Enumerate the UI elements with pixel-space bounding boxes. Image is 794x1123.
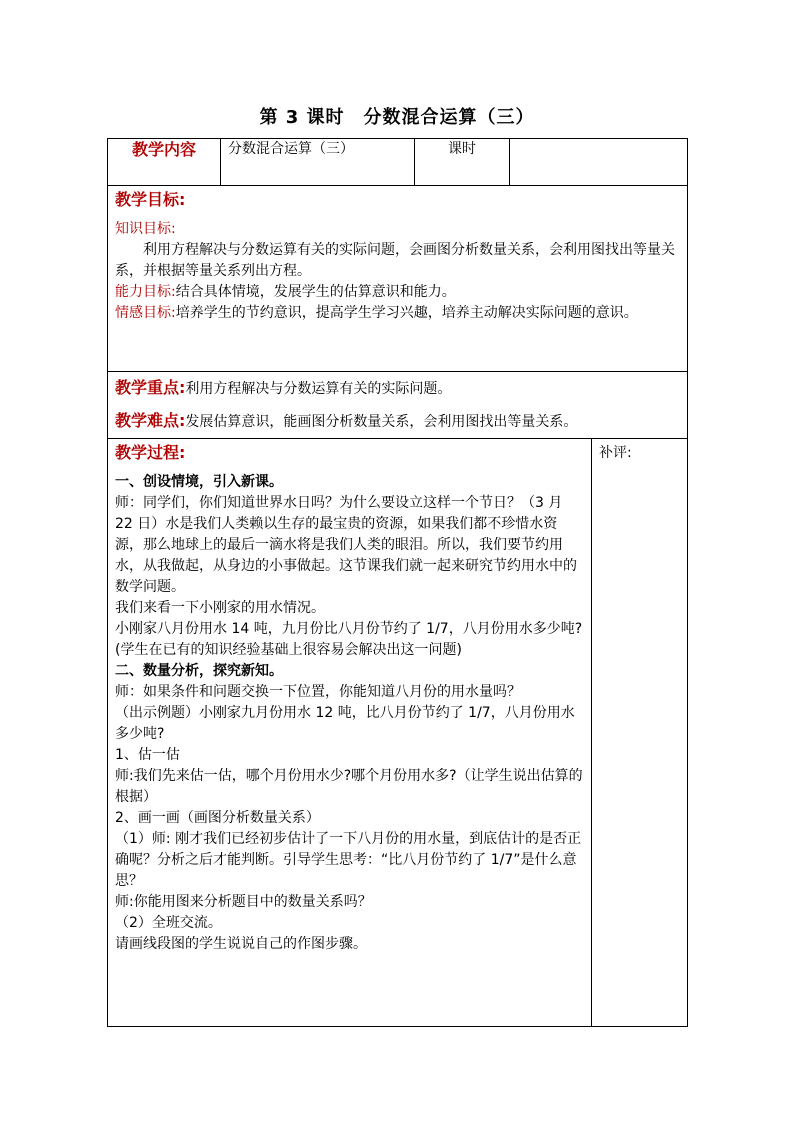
ability-goal-label: 能力目标: bbox=[115, 284, 176, 300]
ability-goal bbox=[115, 282, 680, 303]
key-points-row bbox=[108, 372, 688, 439]
knowledge-goal-text: 利用方程解决与分数运算有关的实际问题，会画图分析数量关系，会利用图找出等量关系，并根据等量关系列出方程。 bbox=[115, 242, 675, 279]
key-point bbox=[115, 372, 680, 405]
content-label: 教学内容 bbox=[108, 139, 221, 186]
difficulty-text: 发展估算意识，能画图分析数量关系，会利用图找出等量关系。 bbox=[185, 414, 578, 430]
process-line: （2）全班交流。 bbox=[115, 915, 222, 931]
process-line: 师：同学们，你们知道世界水日吗？为什么要设立这样一个节日？（3 月 22 日）水是我们人类赖以生存的最宝贵的资源，如果我们都不珍惜水资源，那么地球上的最后一滴水将是我们人类的眼泪。所以，我们要节约用水，从我做起，从身边的小事做起。这节课我们就一起来研究节约用水中的数学问题。 bbox=[115, 495, 577, 595]
process-line: （1）师: 刚才我们已经初步估计了一下八月份的用水量，到底估计的是否正确呢？分析之后才能判断。引导学生思考：“比八月份节约了 1/7”是什么意思？ bbox=[115, 831, 582, 889]
process-heading: 教学过程: bbox=[115, 443, 186, 462]
goals-row bbox=[108, 186, 688, 372]
process-line: 1、估一估 bbox=[115, 747, 180, 763]
supplement-cell bbox=[592, 439, 688, 1027]
goals-heading: 教学目标: bbox=[115, 190, 186, 209]
period-value bbox=[510, 139, 688, 186]
content-row bbox=[108, 139, 688, 186]
key-points-cell bbox=[108, 372, 688, 439]
key-point-label: 教学重点: bbox=[115, 378, 186, 397]
content-value: 分数混合运算（三） bbox=[221, 139, 415, 186]
process-line: 请画线段图的学生说说自己的作图步骤。 bbox=[115, 936, 367, 952]
ability-goal-text: 结合具体情境，发展学生的估算意识和能力。 bbox=[175, 284, 456, 300]
process-line: 师:你能用图来分析题目中的数量关系吗？ bbox=[115, 894, 372, 910]
key-point-text: 利用方程解决与分数运算有关的实际问题。 bbox=[185, 381, 452, 397]
lesson-plan-table bbox=[107, 138, 688, 1027]
emotion-goal-label: 情感目标: bbox=[115, 305, 176, 321]
process-line: 一、创设情境，引入新课。 bbox=[115, 474, 283, 490]
process-line: 小刚家八月份用水 14 吨，九月份比八月份节约了 1/7，八月份用水多少吨?(学生在已有的知识经验基础上很容易会解决出这一问题) bbox=[115, 621, 583, 658]
process-lines bbox=[115, 472, 584, 955]
emotion-goal-text: 培养学生的节约意识，提高学生学习兴趣，培养主动解决实际问题的意识。 bbox=[175, 305, 638, 321]
goals-cell bbox=[108, 186, 688, 372]
process-line: 师：如果条件和问题交换一下位置，你能知道八月份的用水量吗？ bbox=[115, 684, 521, 700]
page-title: 第 3 课时 分数混合运算（三） bbox=[259, 107, 535, 128]
process-row bbox=[108, 439, 688, 1027]
process-cell bbox=[108, 439, 592, 1027]
process-line: 二、数量分析，探究新知。 bbox=[115, 663, 283, 679]
process-line: 师:我们先来估一估，哪个月份用水少?哪个月份用水多?（让学生说出估算的根据） bbox=[115, 768, 583, 805]
process-line: 2、画一画（画图分析数量关系） bbox=[115, 810, 320, 826]
period-label: 课时 bbox=[415, 139, 510, 186]
supplement-label: 补评: bbox=[599, 445, 632, 461]
process-line: （出示例题）小刚家九月份用水 12 吨，比八月份节约了 1/7，八月份用水多少吨? bbox=[115, 705, 575, 742]
knowledge-goal-label: 知识目标: bbox=[115, 221, 176, 237]
process-line: 我们来看一下小刚家的用水情况。 bbox=[115, 600, 325, 616]
emotion-goal bbox=[115, 303, 680, 324]
difficulty-point bbox=[115, 405, 680, 438]
difficulty-label: 教学难点: bbox=[115, 411, 186, 430]
